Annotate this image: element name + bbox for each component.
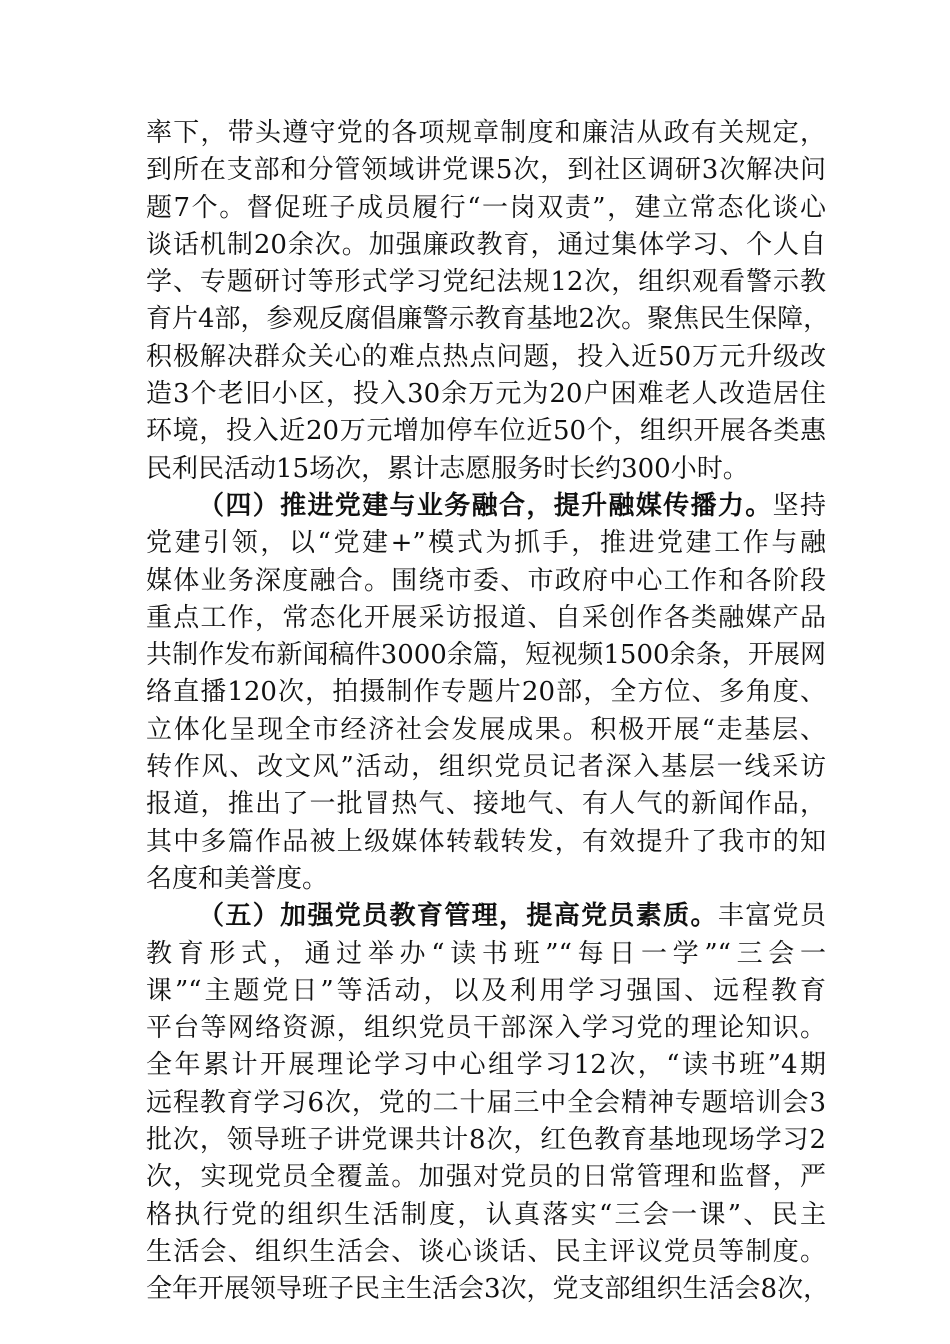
paragraph-p2 (146, 488, 826, 898)
section-heading: （五）加强党员教育管理，提高党员素质。 (198, 901, 718, 932)
text-line: 重点工作，常态化开展采访报道、自采创作各类融媒产品 (146, 602, 826, 633)
paragraph-first-line (146, 898, 826, 935)
section-heading: （四）推进党建与业务融合，提升融媒传播力。 (198, 490, 773, 521)
text-line: 到所在支部和分管领域讲党课5次，到社区调研3次解决问 (146, 155, 826, 186)
text-line: 络直播120次，拍摄制作专题片20部，全方位、多角度、 (146, 677, 826, 708)
text-line: 学、专题研讨等形式学习党纪法规12次，组织观看警示教 (146, 267, 826, 298)
text-line: 格执行党的组织生活制度，认真落实“三会一课”、民主 (146, 1199, 826, 1230)
text-line: 远程教育学习6次，党的二十届三中全会精神专题培训会3 (146, 1087, 826, 1118)
text-line: 教育形式，通过举办“读书班”“每日一学”“三会一 (146, 938, 826, 969)
text-line: 全年开展领导班子民主生活会3次，党支部组织生活会8次， (146, 1274, 830, 1305)
text-line: 转作风、改文风”活动，组织党员记者深入基层一线采访 (146, 752, 826, 783)
text-line: 率下，带头遵守党的各项规章制度和廉洁从政有关规定， (146, 118, 826, 148)
text-line: 题7个。督促班子成员履行“一岗双责”，建立常态化谈心 (146, 192, 826, 223)
text-line: 造3个老旧小区，投入30余万元为20户困难老人改造居住 (146, 379, 826, 410)
text-line: 其中多篇作品被上级媒体转载转发，有效提升了我市的知 (146, 826, 826, 857)
text-line: 批次，领导班子讲党课共计8次，红色教育基地现场学习2 (146, 1125, 826, 1156)
text-line: 平台等网络资源，组织党员干部深入学习党的理论知识。 (146, 1013, 826, 1044)
heading-continuation: 坚持 (772, 490, 826, 521)
heading-continuation: 丰富党员 (717, 901, 826, 932)
text-line: 民利民活动15场次，累计志愿服务时长约300小时。 (146, 453, 749, 484)
text-line: 党建引领，以“党建+”模式为抓手，推进党建工作与融 (146, 528, 826, 559)
text-line: 共制作发布新闻稿件3000余篇，短视频1500余条，开展网 (146, 640, 826, 671)
document-body (146, 115, 830, 1309)
paragraph-p3 (146, 898, 830, 1308)
text-line: 环境，投入近20万元增加停车位近50个，组织开展各类惠 (146, 416, 826, 447)
paragraph-p1 (146, 115, 830, 488)
paragraph-first-line (146, 488, 826, 525)
text-line: 名度和美誉度。 (146, 863, 329, 894)
text-line: 全年累计开展理论学习中心组学习12次，“读书班”4期 (146, 1050, 826, 1081)
text-line: 立体化呈现全市经济社会发展成果。积极开展“走基层、 (146, 714, 826, 745)
text-line: 谈话机制20余次。加强廉政教育，通过集体学习、个人自 (146, 229, 826, 260)
text-line: 报道，推出了一批冒热气、接地气、有人气的新闻作品， (146, 789, 826, 820)
text-line: 育片4部，参观反腐倡廉警示教育基地2次。聚焦民生保障， (146, 304, 830, 335)
text-line: 媒体业务深度融合。围绕市委、市政府中心工作和各阶段 (146, 565, 826, 596)
text-line: 课”“主题党日”等活动，以及利用学习强国、远程教育 (146, 975, 826, 1006)
text-line: 生活会、组织生活会、谈心谈话、民主评议党员等制度。 (146, 1236, 826, 1267)
text-line: 积极解决群众关心的难点热点问题，投入近50万元升级改 (146, 341, 826, 372)
text-line: 次，实现党员全覆盖。加强对党员的日常管理和监督，严 (146, 1162, 826, 1193)
